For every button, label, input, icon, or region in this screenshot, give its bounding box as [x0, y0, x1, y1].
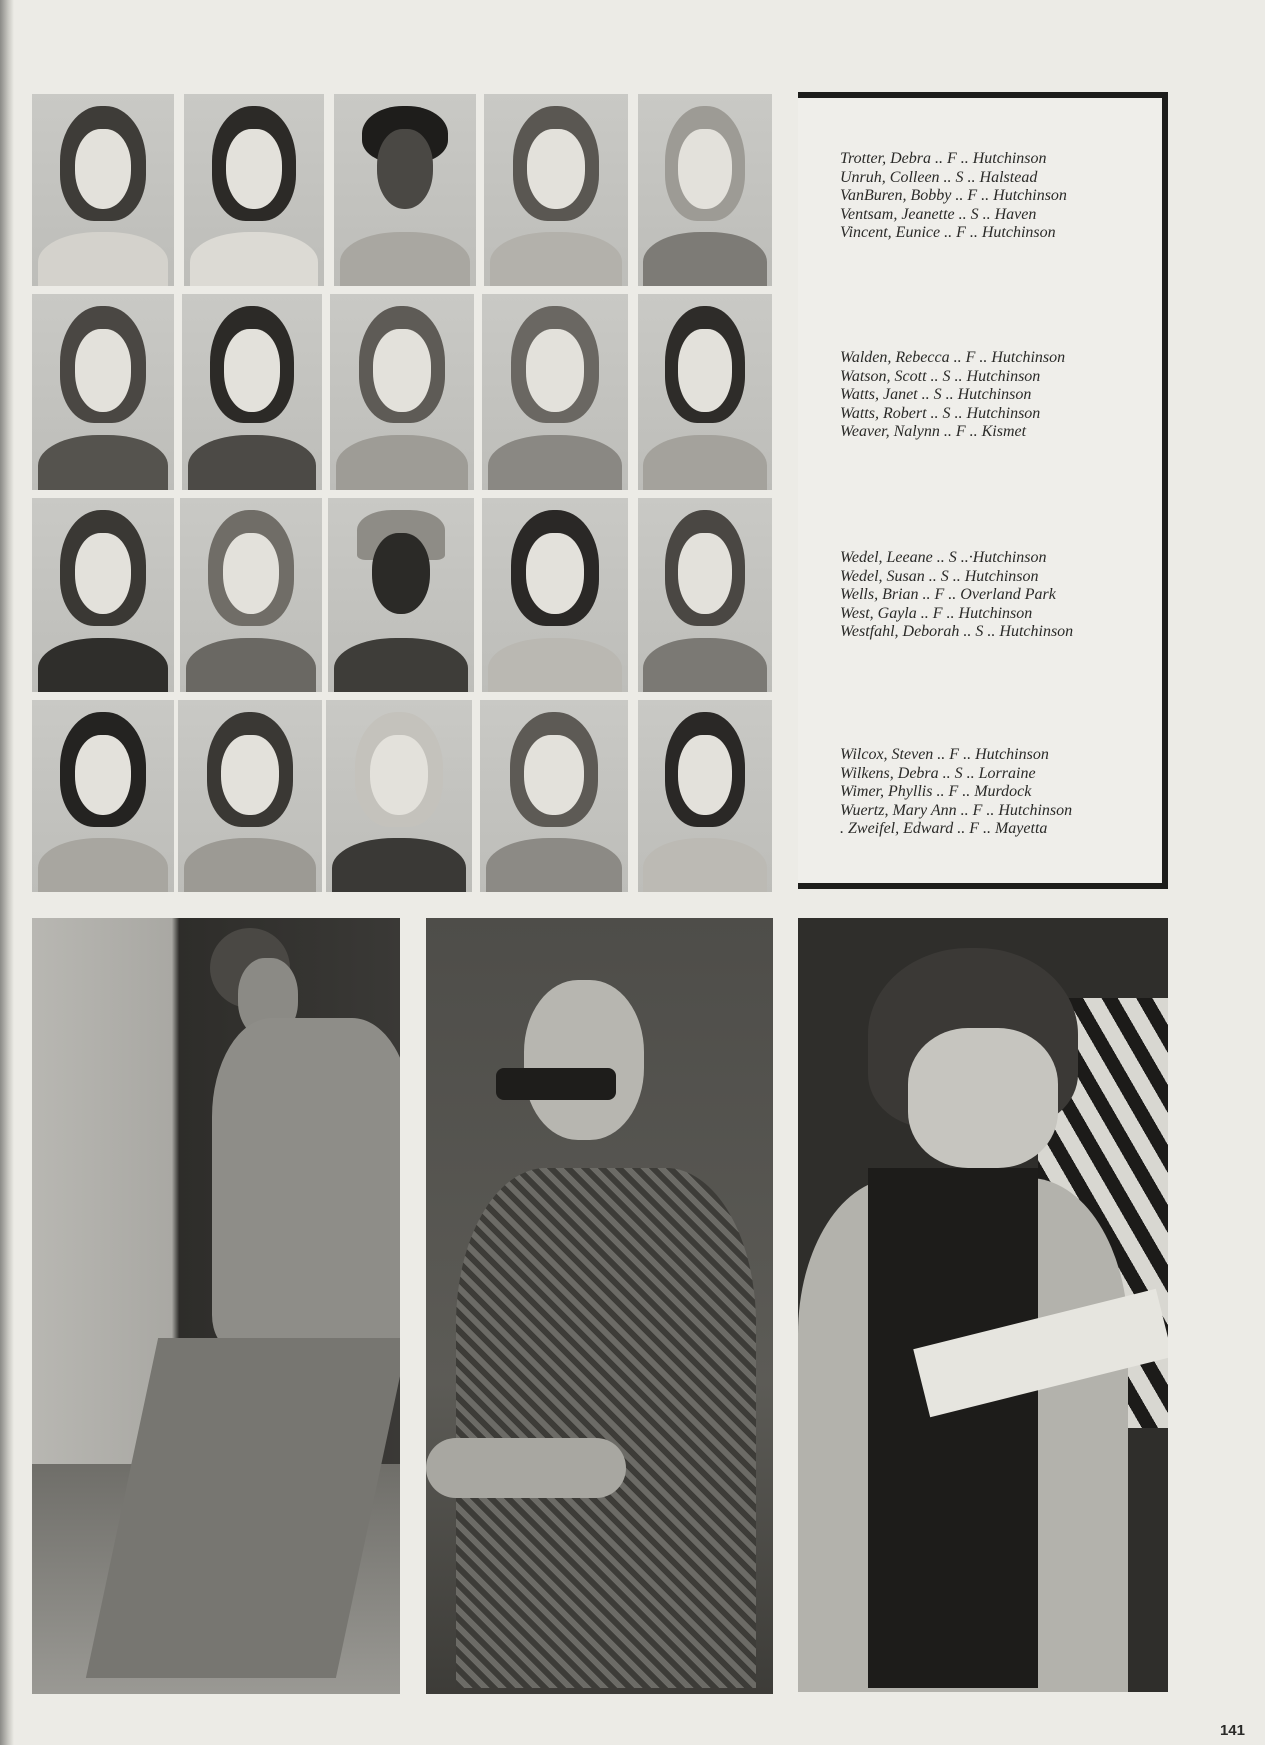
page-number: 141 [1219, 1722, 1245, 1739]
portrait-photo [180, 498, 322, 692]
name-entry: Wuertz, Mary Ann .. F .. Hutchinson [840, 801, 1073, 819]
name-entry: Wilcox, Steven .. F .. Hutchinson [840, 746, 1049, 763]
name-entry: Wedel, Susan .. S .. Hutchinson [840, 567, 1039, 585]
portrait-photo [32, 498, 174, 692]
portrait-photo [334, 94, 476, 286]
portrait-photo [32, 94, 174, 286]
name-list-row-1 [840, 150, 1067, 243]
name-list-row-4 [840, 746, 1072, 839]
name-entry: Unruh, Colleen .. S .. Halstead [840, 168, 1038, 186]
portrait-photo [32, 700, 174, 892]
candid-photo-right [798, 918, 1168, 1692]
name-entry: Walden, Rebecca .. F .. Hutchinson [840, 349, 1066, 366]
name-entry: Vincent, Eunice .. F .. Hutchinson [840, 224, 1056, 241]
name-entry: . Zweifel, Edward .. F .. Mayetta [840, 820, 1048, 837]
portrait-photo [32, 294, 174, 490]
name-entry: Westfahl, Deborah .. S .. Hutchinson [840, 623, 1074, 640]
name-entry: Wimer, Phyllis .. F .. Murdock [840, 783, 1032, 800]
name-entry: Weaver, Nalynn .. F .. Kismet [840, 423, 1027, 440]
portrait-photo [328, 498, 474, 692]
portrait-photo [330, 294, 474, 490]
candid-photo-center [426, 918, 773, 1694]
portrait-photo [480, 700, 628, 892]
name-entry: Trotter, Debra .. F .. Hutchinson [840, 150, 1047, 167]
name-entry: Wedel, Leeane .. S ..·Hutchinson [840, 549, 1047, 566]
name-list-row-3 [840, 549, 1073, 642]
portrait-photo [638, 294, 772, 490]
portrait-photo [482, 498, 628, 692]
name-list-row-2 [840, 349, 1065, 442]
name-entry: Wells, Brian .. F .. Overland Park [840, 586, 1056, 603]
portrait-photo [182, 294, 322, 490]
name-entry: VanBuren, Bobby .. F .. Hutchinson [840, 187, 1067, 204]
name-entry: Watts, Robert .. S .. Hutchinson [840, 404, 1041, 422]
name-entry: Watson, Scott .. S .. Hutchinson [840, 367, 1041, 385]
portrait-photo [184, 94, 324, 286]
name-entry: West, Gayla .. F .. Hutchinson [840, 604, 1033, 622]
name-entry: Watts, Janet .. S .. Hutchinson [840, 386, 1032, 403]
name-entry: Wilkens, Debra .. S .. Lorraine [840, 764, 1036, 782]
name-entry: Ventsam, Jeanette .. S .. Haven [840, 205, 1037, 223]
portrait-photo [326, 700, 472, 892]
portrait-photo [484, 94, 628, 286]
book-spine-shadow [0, 0, 14, 1745]
portrait-photo [638, 94, 772, 286]
portrait-photo [178, 700, 322, 892]
portrait-photo [638, 700, 772, 892]
candid-photo-left [32, 918, 400, 1694]
portrait-photo [482, 294, 628, 490]
portrait-photo [638, 498, 772, 692]
